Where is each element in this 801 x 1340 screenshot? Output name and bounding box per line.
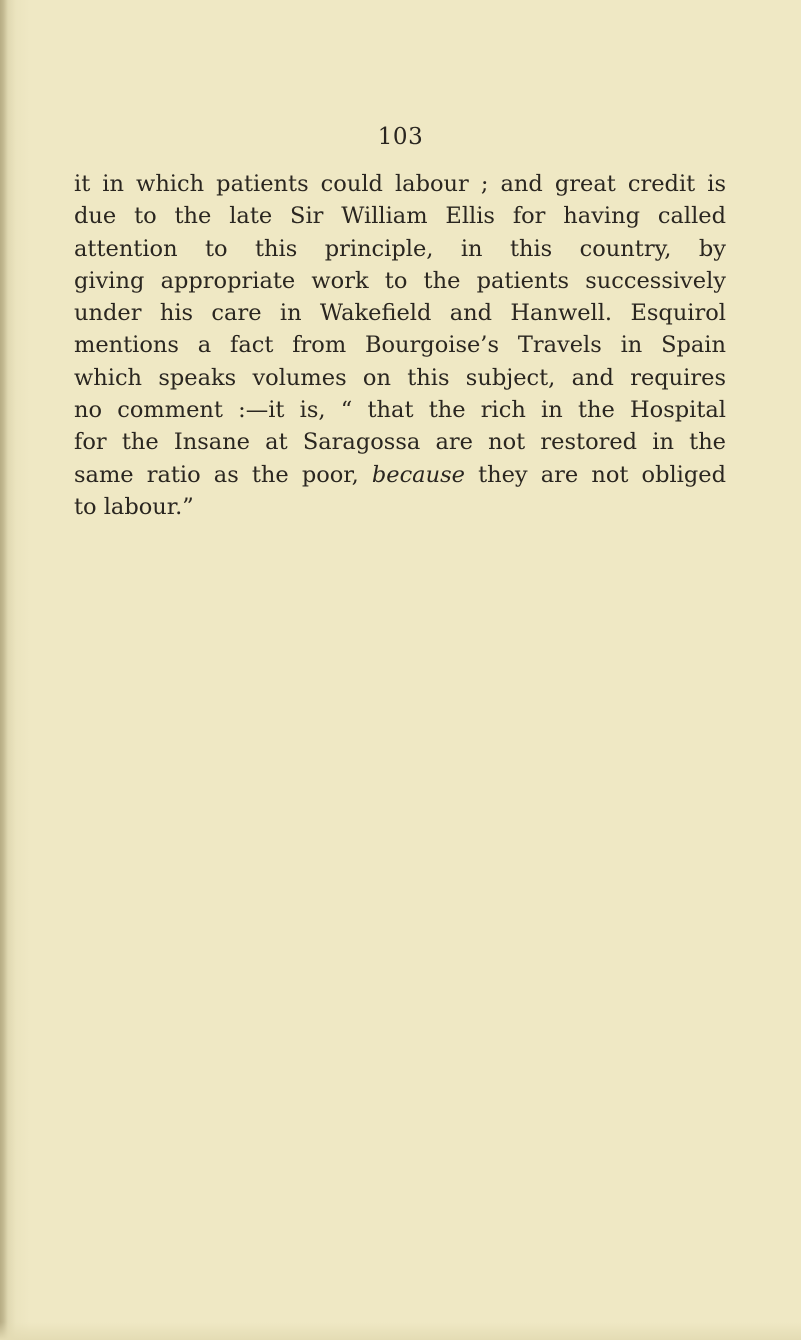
italic-emphasis: because [371,461,465,488]
page-number: 103 [377,124,424,150]
text-line-9: for the Insane at Saragossa are not restored in the [74,429,726,456]
body-paragraph [74,168,726,523]
text-line-1: it in which patients could labour ; and great credit is [74,171,726,197]
page-gutter-shadow [0,0,8,1340]
page-bottom-edge [0,1322,801,1340]
text-line-10-end: they are not obliged [464,461,726,488]
text-line-10-start: same ratio as the poor, [74,461,372,488]
text-line-10 [74,459,726,491]
text-line-8: no comment :—it is, “ that the rich in the Hospital [74,397,726,424]
text-line-7: which speaks volumes on this subject, and requires [74,364,726,391]
text-line-5: under his care in Wakefield and Hanwell. Esquirol [74,300,726,327]
text-line-4: giving appropriate work to the patients successively [74,267,726,294]
text-line-3: attention to this principle, in this country, by [74,235,726,262]
text-line-6: mentions a fact from Bourgoise’s Travels in Spain [74,332,726,359]
text-line-2: due to the late Sir William Ellis for having called [74,203,726,230]
text-line-11: to labour.” [74,493,194,520]
